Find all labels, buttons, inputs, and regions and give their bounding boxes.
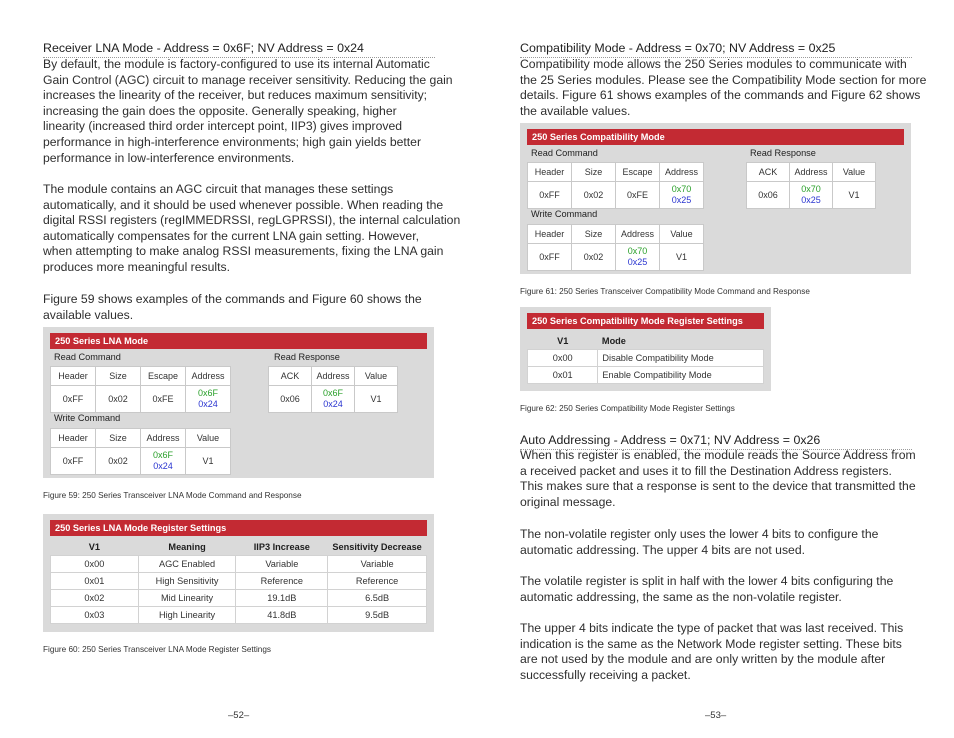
read-response-table: ACK Address Value 0x06 0x70 0x25 V1	[746, 162, 876, 209]
read-response-label: Read Response	[274, 352, 340, 362]
write-command-table: Header Size Address Value 0xFF 0x02 0x6F 0x24 V1	[50, 428, 231, 475]
figure-62-caption: Figure 62: 250 Series Compatibility Mode Register Settings	[520, 404, 735, 413]
figure-60-caption: Figure 60: 250 Series Transceiver LNA Mode Register Settings	[43, 645, 271, 654]
lna-paragraph-2: The module contains an AGC circuit that manages these settings automatically, and it should be used whenever possible. When reading the digital RSSI registers (regIMMEDRSSI, regLGPRSSI), the internal calculation automatically compensates for the current LNA gain setting. However, when attempting to make analog RSSI measurements, fixing the LNA gain produces more meaningful results.	[43, 182, 461, 274]
read-response-table: ACK Address Value 0x06 0x6F 0x24 V1	[268, 366, 398, 413]
read-command-table: Header Size Escape Address 0xFF 0x02 0xFE 0x6F 0x24	[50, 366, 231, 413]
auto-addressing-heading: Auto Addressing - Address = 0x71; NV Address = 0x26	[520, 432, 912, 450]
read-command-label: Read Command	[54, 352, 121, 362]
page-number-left: –52–	[228, 710, 250, 721]
write-command-table: Header Size Address Value 0xFF 0x02 0x70 0x25 V1	[527, 224, 704, 271]
auto-addressing-paragraph-1: When this register is enabled, the module reads the Source Address from a received packet and uses it to fill the Destination Address registers. This makes sure that a response is sent to the device that transmitted the original message.	[520, 448, 916, 509]
figure-62-title: 250 Series Compatibility Mode Register Settings	[527, 313, 764, 329]
auto-addressing-paragraph-4: The upper 4 bits indicate the type of packet that was last received. This indication is the same as the Network Mode register setting. These bits are not used by the module and are only written by the module after successfully receiving a packet.	[520, 621, 904, 682]
compatibility-register-table: V1 Mode 0x00 Disable Compatibility Mode 0x01 Enable Compatibility Mode	[527, 332, 764, 384]
read-response-label: Read Response	[750, 148, 816, 158]
write-command-label: Write Command	[54, 413, 121, 423]
figure-60-title: 250 Series LNA Mode Register Settings	[50, 520, 427, 536]
figure-59-panel	[43, 327, 434, 478]
address-cell: 0x70 0x25	[616, 244, 660, 271]
lna-mode-heading: Receiver LNA Mode - Address = 0x6F; NV Address = 0x24	[43, 40, 435, 58]
address-cell: 0x70 0x25	[790, 182, 833, 209]
figure-62-panel	[520, 307, 771, 391]
address-cell: 0x6F 0x24	[141, 448, 186, 475]
figure-61-caption: Figure 61: 250 Series Transceiver Compatibility Mode Command and Response	[520, 287, 810, 296]
figure-59-title: 250 Series LNA Mode	[50, 333, 427, 349]
table-row: 0x01 High Sensitivity Reference Reference	[51, 573, 427, 590]
address-cell: 0x6F 0x24	[312, 386, 355, 413]
read-command-label: Read Command	[531, 148, 598, 158]
table-row: 0x01 Enable Compatibility Mode	[528, 367, 764, 384]
table-row: 0x02 Mid Linearity 19.1dB 6.5dB	[51, 590, 427, 607]
figure-59-caption: Figure 59: 250 Series Transceiver LNA Mode Command and Response	[43, 491, 302, 500]
compatibility-mode-heading: Compatibility Mode - Address = 0x70; NV Address = 0x25	[520, 40, 912, 58]
lna-paragraph-1: By default, the module is factory-configured to use its internal Automatic Gain Control (AGC) circuit to manage receiver sensitivity. Reducing the gain increases the linearity of the receiver, but reduces maximum sensitivity; increasing the gain does the opposite. Generally speaking, higher linearity (increased third order intercept point, IIP3) gives improved performance in high-interference environments; high gain yields better performance in low-interference environments.	[43, 57, 453, 165]
lna-register-table: V1 Meaning IIP3 Increase Sensitivity Decrease 0x00 AGC Enabled Variable Variable 0x01 High Sensitivity Reference Reference 0x02 Mid Linearity 19.1dB 6.5dB 0x03 High Linearity 41.8dB 9.5dB	[50, 538, 427, 624]
figure-61-title: 250 Series Compatibility Mode	[527, 129, 904, 145]
address-cell: 0x6F 0x24	[186, 386, 231, 413]
write-command-label: Write Command	[531, 209, 598, 219]
lna-paragraph-3: Figure 59 shows examples of the commands and Figure 60 shows the available values.	[43, 292, 422, 322]
figure-61-panel	[520, 123, 911, 274]
table-row: 0x00 AGC Enabled Variable Variable	[51, 556, 427, 573]
auto-addressing-paragraph-3: The volatile register is split in half with the lower 4 bits configuring the automatic addressing, the same as the non-volatile register.	[520, 574, 894, 604]
address-cell: 0x70 0x25	[660, 182, 704, 209]
table-row: 0x00 Disable Compatibility Mode	[528, 350, 764, 367]
compatibility-paragraph: Compatibility mode allows the 250 Series modules to communicate with the 25 Series modules. Please see the Compatibility Mode section for more details. Figure 61 shows examples of the commands and Figure 62 shows the available values.	[520, 57, 927, 118]
figure-60-panel	[43, 514, 434, 632]
auto-addressing-paragraph-2: The non-volatile register only uses the lower 4 bits to configure the automatic addressing. The upper 4 bits are not used.	[520, 527, 879, 557]
read-command-table: Header Size Escape Address 0xFF 0x02 0xFE 0x70 0x25	[527, 162, 704, 209]
page-number-right: –53–	[705, 710, 727, 721]
table-row: 0x03 High Linearity 41.8dB 9.5dB	[51, 607, 427, 624]
